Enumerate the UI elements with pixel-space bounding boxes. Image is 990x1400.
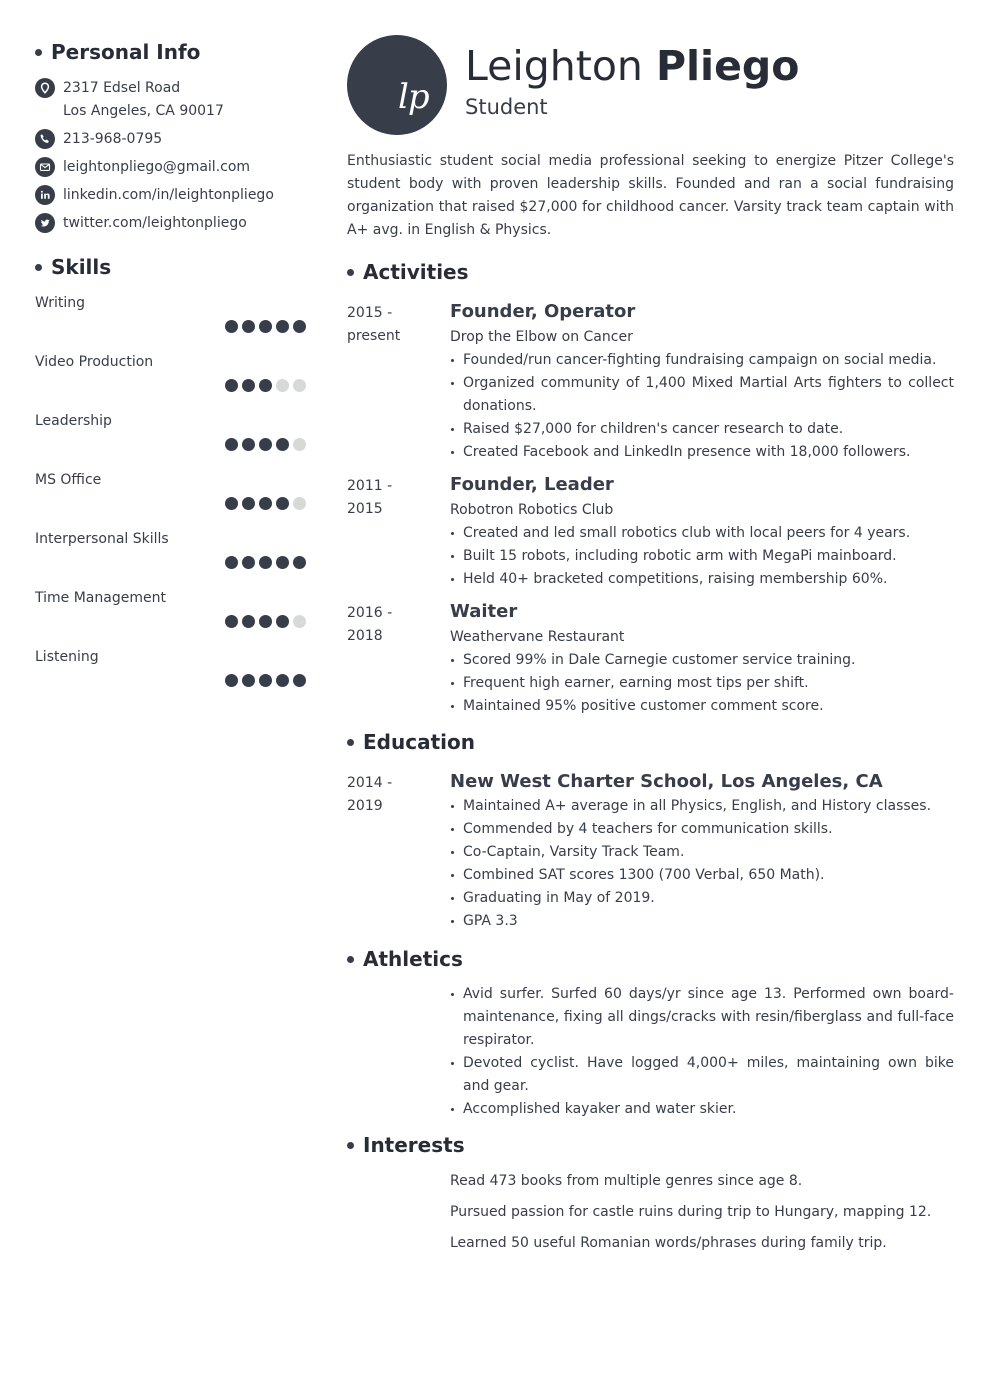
rating-dot-filled-icon (242, 615, 255, 628)
bullet-item: Graduating in May of 2019. (450, 887, 954, 910)
address-line-1: 2317 Edsel Road (63, 80, 181, 96)
linkedin-icon (35, 185, 55, 205)
bullet-item: GPA 3.3 (450, 910, 954, 933)
contact-linkedin (35, 184, 306, 207)
rating-dot-filled-icon (276, 320, 289, 333)
date-start: 2016 - (347, 605, 393, 621)
mail-icon (35, 157, 55, 177)
rating-dot-filled-icon (242, 674, 255, 687)
rating-dot-filled-icon (225, 497, 238, 510)
interest-item: Pursued passion for castle ruins during trip to Hungary, mapping 12. (450, 1204, 932, 1220)
rating-dot-filled-icon (293, 674, 306, 687)
entry-date (347, 599, 450, 718)
bullet-item: Raised $27,000 for children's cancer research to date. (450, 418, 954, 441)
bullet-item: Organized community of 1,400 Mixed Martial Arts fighters to collect donations. (450, 372, 954, 418)
bullet-dot-icon (347, 269, 354, 276)
bullet-item: Commended by 4 teachers for communication skills. (450, 818, 954, 841)
entry-bullets (450, 349, 954, 464)
entry-organization: Robotron Robotics Club (450, 502, 614, 518)
avatar (347, 35, 447, 135)
entry-date (347, 472, 450, 591)
rating-dot-filled-icon (259, 379, 272, 392)
rating-dot-filled-icon (276, 615, 289, 628)
bullet-item: Maintained 95% positive customer comment score. (450, 695, 954, 718)
bullet-dot-icon (347, 956, 354, 963)
rating-dot-empty-icon (293, 497, 306, 510)
rating-dot-filled-icon (225, 379, 238, 392)
skill-rating (225, 674, 306, 687)
entry-organization: Weathervane Restaurant (450, 629, 625, 645)
contact-email (35, 156, 306, 179)
bullet-dot-icon (35, 264, 42, 271)
rating-dot-filled-icon (276, 674, 289, 687)
entry-bullets (450, 522, 954, 591)
rating-dot-filled-icon (242, 556, 255, 569)
athletics-bullets (450, 983, 954, 1121)
entry-title: Waiter (450, 601, 518, 622)
rating-dot-filled-icon (259, 556, 272, 569)
rating-dot-empty-icon (276, 379, 289, 392)
skill-name: Video Production (35, 354, 154, 370)
skill-rating (225, 320, 306, 333)
contact-twitter (35, 212, 306, 235)
skill-rating (225, 615, 306, 628)
address-line-2: Los Angeles, CA 90017 (63, 103, 224, 119)
skill-item (35, 293, 306, 352)
date-end: 2018 (347, 628, 383, 644)
rating-dot-filled-icon (242, 320, 255, 333)
activities-heading: Activities (347, 258, 954, 286)
phone-icon (35, 129, 55, 149)
bullet-dot-icon (347, 1142, 354, 1149)
athletics-entry (347, 983, 954, 1121)
bullet-item: Created and led small robotics club with local peers for 4 years. (450, 522, 954, 545)
main-content (347, 35, 954, 1271)
bullet-item: Co-Captain, Varsity Track Team. (450, 841, 954, 864)
bullet-dot-icon (35, 49, 42, 56)
personal-info-heading: Personal Info (35, 38, 306, 66)
twitter-icon (35, 213, 55, 233)
rating-dot-filled-icon (259, 497, 272, 510)
skill-name: Listening (35, 649, 99, 665)
activities-entry (347, 299, 954, 464)
interest-item: Learned 50 useful Romanian words/phrases during family trip. (450, 1235, 887, 1251)
rating-dot-filled-icon (276, 497, 289, 510)
interest-item: Read 473 books from multiple genres since age 8. (450, 1173, 803, 1189)
skill-item (35, 647, 306, 706)
contact-address (35, 77, 306, 123)
location-pin-icon (35, 78, 55, 98)
bullet-item: Frequent high earner, earning most tips per shift. (450, 672, 954, 695)
skill-item (35, 411, 306, 470)
skill-rating (225, 556, 306, 569)
bullet-item: Scored 99% in Dale Carnegie customer service training. (450, 649, 954, 672)
activities-entry (347, 472, 954, 591)
date-start: 2015 - (347, 305, 393, 321)
athletics-list (347, 983, 954, 1121)
entry-title: New West Charter School, Los Angeles, CA (450, 771, 883, 792)
resume-header (347, 35, 954, 135)
skill-item (35, 470, 306, 529)
entry-title: Founder, Operator (450, 301, 636, 322)
rating-dot-filled-icon (276, 556, 289, 569)
rating-dot-filled-icon (242, 438, 255, 451)
skill-name: Writing (35, 295, 85, 311)
skill-name: MS Office (35, 472, 102, 488)
bullet-item: Accomplished kayaker and water skier. (450, 1098, 954, 1121)
date-end: 2015 (347, 501, 383, 517)
sidebar (35, 38, 306, 706)
interests-items (450, 1170, 954, 1255)
entry-date (347, 983, 450, 1121)
date-start: 2011 - (347, 478, 393, 494)
phone-number[interactable]: 213-968-0795 (63, 131, 163, 147)
rating-dot-filled-icon (276, 438, 289, 451)
skill-rating (225, 438, 306, 451)
rating-dot-filled-icon (259, 615, 272, 628)
bullet-item: Created Facebook and LinkedIn presence with 18,000 followers. (450, 441, 954, 464)
contact-phone (35, 128, 306, 151)
activities-list (347, 299, 954, 718)
entry-title: Founder, Leader (450, 474, 614, 495)
rating-dot-filled-icon (293, 320, 306, 333)
education-heading: Education (347, 728, 954, 756)
rating-dot-filled-icon (225, 615, 238, 628)
bullet-dot-icon (347, 739, 354, 746)
rating-dot-empty-icon (293, 615, 306, 628)
date-end: 2019 (347, 798, 383, 814)
rating-dot-empty-icon (293, 379, 306, 392)
entry-organization: Drop the Elbow on Cancer (450, 329, 633, 345)
interests-entry (347, 1170, 954, 1263)
bullet-item: Devoted cyclist. Have logged 4,000+ miles, maintaining own bike and gear. (450, 1052, 954, 1098)
bullet-item: Founded/run cancer-fighting fundraising campaign on social media. (450, 349, 954, 372)
avatar-initials: lp (398, 77, 429, 117)
skill-rating (225, 497, 306, 510)
rating-dot-filled-icon (225, 556, 238, 569)
rating-dot-filled-icon (293, 556, 306, 569)
skill-item (35, 588, 306, 647)
entry-bullets (450, 649, 954, 718)
contact-list (35, 77, 306, 235)
rating-dot-filled-icon (225, 320, 238, 333)
rating-dot-filled-icon (259, 438, 272, 451)
rating-dot-filled-icon (259, 320, 272, 333)
activities-entry (347, 599, 954, 718)
interests-heading: Interests (347, 1131, 954, 1159)
email-link[interactable]: leightonpliego@gmail.com (63, 159, 251, 175)
entry-date (347, 1170, 450, 1263)
education-entry (347, 769, 954, 933)
bullet-item: Avid surfer. Surfed 60 days/yr since age 13. Performed own board-maintenance, fixing all dings/cracks with resin/fiberglass and full-face respirator. (450, 983, 954, 1052)
interests-list (347, 1170, 954, 1263)
job-title: Student (465, 95, 548, 119)
full-name (465, 41, 799, 91)
bullet-item: Held 40+ bracketed competitions, raising membership 60%. (450, 568, 954, 591)
twitter-link[interactable]: twitter.com/leightonpliego (63, 215, 247, 231)
skill-item (35, 529, 306, 588)
date-start: 2014 - (347, 775, 393, 791)
name-block (465, 41, 799, 121)
rating-dot-filled-icon (242, 379, 255, 392)
summary: Enthusiastic student social media professional seeking to energize Pitzer College's student body with proven leadership skills. Founded and ran a social fundraising organization that raised $27,000 for childhood cancer. Varsity track team captain with A+ avg. in English & Physics. (347, 153, 954, 238)
entry-bullets (450, 795, 954, 933)
entry-date (347, 299, 450, 464)
rating-dot-filled-icon (225, 438, 238, 451)
bullet-item: Built 15 robots, including robotic arm with MegaPi mainboard. (450, 545, 954, 568)
skill-name: Time Management (35, 590, 166, 606)
rating-dot-filled-icon (259, 674, 272, 687)
date-end: present (347, 328, 401, 344)
rating-dot-filled-icon (225, 674, 238, 687)
linkedin-link[interactable]: linkedin.com/in/leightonpliego (63, 187, 274, 203)
rating-dot-filled-icon (242, 497, 255, 510)
skills-list (35, 293, 306, 706)
entry-date (347, 769, 450, 933)
skill-name: Interpersonal Skills (35, 531, 169, 547)
first-name: Leighton (465, 42, 643, 90)
bullet-item: Maintained A+ average in all Physics, English, and History classes. (450, 795, 954, 818)
skill-name: Leadership (35, 413, 112, 429)
education-list (347, 769, 954, 933)
athletics-heading: Athletics (347, 945, 954, 973)
rating-dot-empty-icon (293, 438, 306, 451)
skill-rating (225, 379, 306, 392)
skills-heading: Skills (35, 253, 306, 281)
last-name: Pliego (655, 42, 800, 90)
skill-item (35, 352, 306, 411)
bullet-item: Combined SAT scores 1300 (700 Verbal, 650 Math). (450, 864, 954, 887)
